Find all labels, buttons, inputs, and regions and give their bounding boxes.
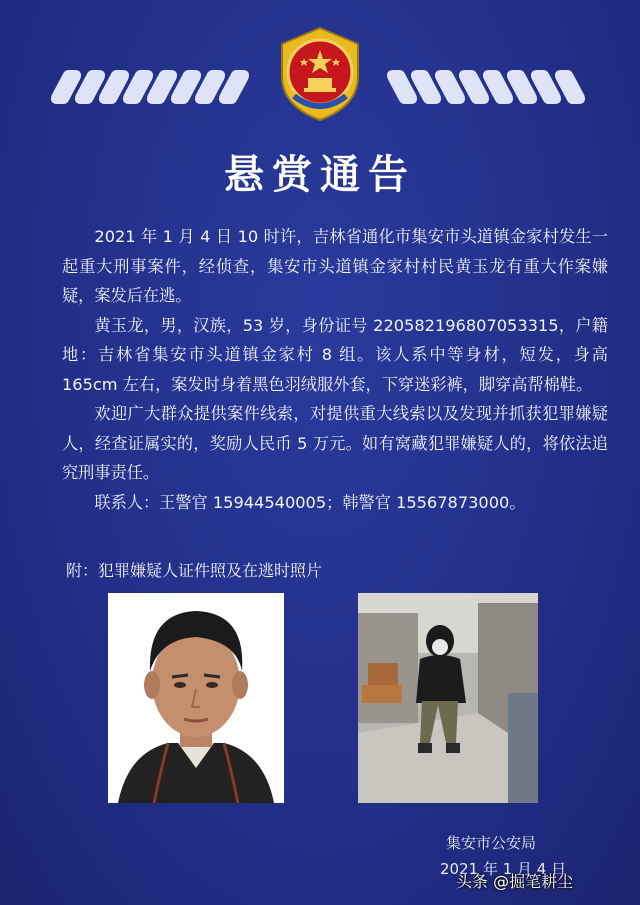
case-paragraph: 2021 年 1 月 4 日 10 时许，吉林省通化市集安市头道镇金家村发生一起重大刑事案件，经侦查，集安市头道镇金家村村民黄玉龙有重大作案嫌疑，案发后在逃。 [62,227,608,305]
watermark: 头条 @掘笔耕尘 [456,872,574,891]
contact-line: 联系人：王警官 15944540005；韩警官 15567873000。 [94,492,526,512]
suspect-paragraph: 黄玉龙，男，汉族，53 岁，身份证号 220582196807053315，户籍地：吉林省集安市头道镇金家村 8 组。该人系中等身材，短发，身高 165cm 左右，案发时身着黑色羽绒服外套，下穿迷彩裤，脚穿高帮棉鞋。 [62,315,608,394]
suspect-surveillance-photo [358,593,538,803]
right-wing-stripes-icon [392,70,580,110]
attachment-caption: 附：犯罪嫌疑人证件照及在逃时照片 [66,561,323,580]
notice-body [62,222,608,517]
reward-paragraph: 欢迎广大群众提供案件线索，对提供重大线索以及发现并抓获犯罪嫌疑人，经查证属实的，奖励人民币 5 万元。如有窝藏犯罪嫌疑人的，将依法追究刑事责任。 [62,404,608,482]
issuer: 集安市公安局 [446,834,537,852]
notice-title: 悬赏通告 [224,151,416,198]
left-wing-stripes-icon [56,70,244,110]
suspect-id-photo [108,593,284,803]
police-emblem-icon [274,26,366,122]
issue-date: 2021 年 1 月 4 日 [440,860,567,878]
